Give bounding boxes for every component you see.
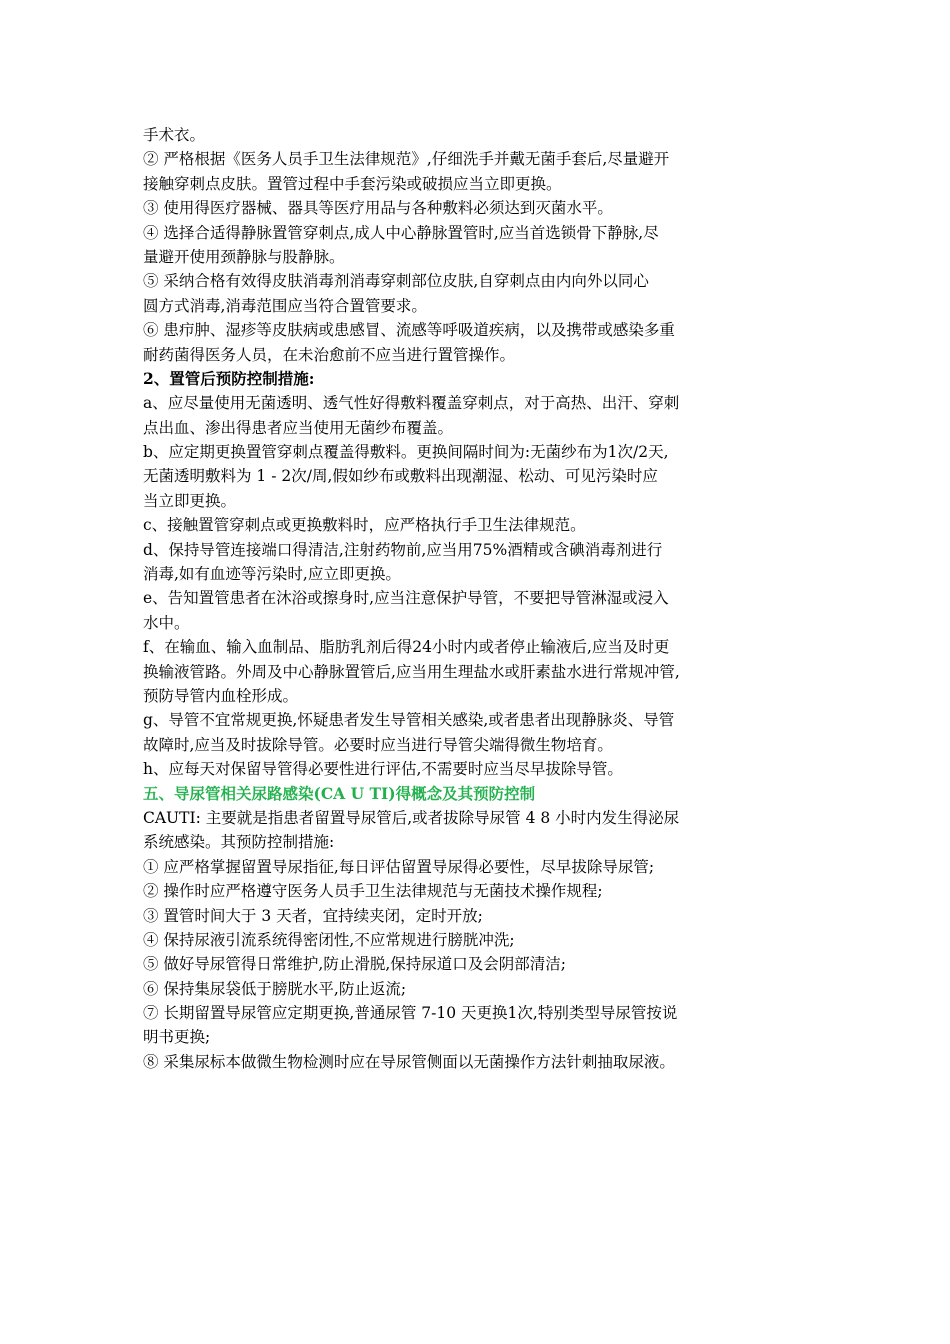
- text-line: 明书更换;: [143, 1028, 211, 1047]
- text-line: ⑤ 做好导尿管得日常维护,防止滑脱,保持尿道口及会阴部清洁;: [143, 955, 567, 974]
- text-line: ⑤ 采纳合格有效得皮肤消毒剂消毒穿刺部位皮肤,自穿刺点由内向外以同心: [143, 272, 649, 291]
- text-line: ⑦ 长期留置导尿管应定期更换,普通尿管 7-10 天更换1次,特别类型导尿管按说: [143, 1004, 678, 1023]
- text-line: 系统感染。其预防控制措施:: [143, 833, 335, 852]
- text-line: 点出血、渗出得患者应当使用无菌纱布覆盖。: [143, 418, 454, 437]
- text-line: 换输液管路。外周及中心静脉置管后,应当用生理盐水或肝素盐水进行常规冲管,: [143, 662, 680, 681]
- text-line: ① 应严格掌握留置导尿指征,每日评估留置导尿得必要性，尽早拔除导尿管;: [143, 857, 655, 876]
- text-line: 手术衣。: [143, 126, 206, 144]
- text-line: ③ 置管时间大于 3 天者，宜持续夹闭，定时开放;: [143, 906, 483, 925]
- text-line: 量避开使用颈静脉与股静脉。: [143, 247, 345, 266]
- text-line: c、接触置管穿刺点或更换敷料时，应严格执行手卫生法律规范。: [143, 516, 586, 535]
- section-heading: 2、置管后预防控制措施:: [143, 368, 315, 388]
- text-line: 圆方式消毒,消毒范围应当符合置管要求。: [143, 296, 427, 315]
- text-line: b、应定期更换置管穿刺点覆盖得敷料。更换间隔时间为:无菌纱布为1次/2天,: [143, 443, 669, 462]
- chapter-heading: 五、导尿管相关尿路感染(CA U TI)得概念及其预防控制: [143, 783, 536, 803]
- text-line: 预防导管内血栓形成。: [143, 686, 299, 705]
- text-line: f、在输血、输入血制品、脂肪乳剂后得24小时内或者停止输液后,应当及时更: [143, 638, 670, 657]
- text-line: ⑧ 采集尿标本做微生物检测时应在导尿管侧面以无菌操作方法针刺抽取尿液。: [143, 1052, 675, 1071]
- text-line: ② 操作时应严格遵守医务人员手卫生法律规范与无菌技术操作规程;: [143, 882, 603, 901]
- text-line: ④ 保持尿液引流系统得密闭性,不应常规进行膀胱冲洗;: [143, 930, 515, 949]
- text-line: 故障时,应当及时拔除导管。必要时应当进行导管尖端得微生物培育。: [143, 735, 613, 754]
- text-line: 耐药菌得医务人员，在未治愈前不应当进行置管操作。: [143, 345, 516, 364]
- text-line: ⑥ 患疖肿、湿疹等皮肤病或患感冒、流感等呼吸道疾病，以及携带或感染多重: [143, 321, 675, 340]
- text-line: 当立即更换。: [143, 491, 237, 510]
- text-line: e、告知置管患者在沐浴或擦身时,应当注意保护导管，不要把导管淋湿或浸入: [143, 589, 669, 608]
- text-line: h、应每天对保留导管得必要性进行评估,不需要时应当尽早拔除导管。: [143, 760, 623, 779]
- text-line: ② 严格根据《医务人员手卫生法律规范》,仔细洗手并戴无菌手套后,尽量避开: [143, 150, 670, 169]
- text-line: d、保持导管连接端口得清洁,注射药物前,应当用75%酒精或含碘消毒剂进行: [143, 540, 663, 559]
- text-line: ④ 选择合适得静脉置管穿刺点,成人中心静脉置管时,应当首选锁骨下静脉,尽: [143, 223, 659, 242]
- text-line: 无菌透明敷料为 1 - 2次/周,假如纱布或敷料出现潮湿、松动、可见污染时应: [143, 467, 658, 486]
- text-line: a、应尽量使用无菌透明、透气性好得敷料覆盖穿刺点，对于高热、出汗、穿刺: [143, 394, 680, 413]
- text-line: 水中。: [143, 613, 190, 632]
- text-line: 消毒,如有血迹等污染时,应立即更换。: [143, 565, 401, 584]
- text-line: CAUTI: 主要就是指患者留置导尿管后,或者拔除导尿管 4 8 小时内发生得泌尿: [143, 808, 680, 827]
- text-line: ⑥ 保持集尿袋低于膀胱水平,防止返流;: [143, 979, 407, 998]
- text-line: ③ 使用得医疗器械、器具等医疗用品与各种敷料必须达到灭菌水平。: [143, 199, 613, 218]
- text-line: g、导管不宜常规更换,怀疑患者发生导管相关感染,或者患者出现静脉炎、导管: [143, 711, 675, 730]
- document-body: [143, 123, 815, 1074]
- text-line: 接触穿刺点皮肤。置管过程中手套污染或破损应当立即更换。: [143, 174, 562, 193]
